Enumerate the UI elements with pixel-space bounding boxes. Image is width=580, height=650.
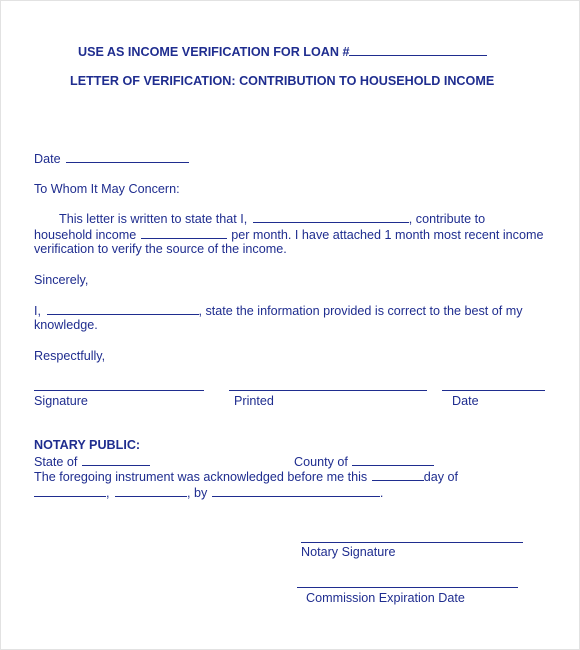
paragraph-1-start: This letter is written to state that I, (59, 212, 248, 226)
notary-heading: NOTARY PUBLIC: (34, 438, 141, 452)
household-amount-blank[interactable] (141, 227, 227, 239)
by-name-blank[interactable] (212, 485, 380, 497)
salutation: To Whom It May Concern: (34, 182, 180, 196)
loan-number-blank[interactable] (349, 44, 487, 56)
comma-1: , (106, 486, 110, 500)
acknowledged-text: The foregoing instrument was acknowledged before me this (34, 470, 368, 484)
declarant-name-blank[interactable] (47, 303, 199, 315)
acknowledged-line (34, 469, 458, 485)
day-blank[interactable] (372, 469, 424, 481)
date-label: Date (34, 152, 61, 166)
state-blank[interactable] (82, 454, 150, 466)
commission-label: Commission Expiration Date (306, 591, 465, 605)
paragraph-1-contribute: , contribute to (408, 212, 486, 226)
contributor-name-blank[interactable] (253, 211, 409, 223)
county-line (294, 454, 434, 470)
document-title: LETTER OF VERIFICATION: CONTRIBUTION TO HOUSEHOLD INCOME (70, 74, 495, 88)
commission-date-blank[interactable] (297, 587, 518, 588)
date-line (34, 151, 189, 167)
signature-blank[interactable] (34, 390, 204, 391)
month-year-by-line (34, 485, 383, 501)
paragraph-1-per-month: per month. I have attached 1 month most recent income (231, 228, 544, 242)
paragraph-2-state: , state the information provided is correct to the best of my (198, 304, 523, 318)
county-blank[interactable] (352, 454, 434, 466)
paragraph-1-line-3: verification to verify the source of the income. (34, 242, 287, 256)
paragraph-2-i: I, (34, 304, 41, 318)
period: . (379, 486, 384, 500)
state-line (34, 454, 150, 470)
respectfully: Respectfully, (34, 349, 106, 363)
county-label: County of (294, 455, 348, 469)
notary-signature-blank[interactable] (301, 542, 523, 543)
loan-number-label: USE AS INCOME VERIFICATION FOR LOAN # (78, 45, 350, 59)
year-blank[interactable] (115, 485, 187, 497)
date-label-bottom: Date (452, 394, 479, 408)
printed-name-blank[interactable] (229, 390, 427, 391)
paragraph-2-line-2: knowledge. (34, 318, 98, 332)
sincerely: Sincerely, (34, 273, 89, 287)
date-blank[interactable] (66, 151, 189, 163)
paragraph-2-line-1 (34, 303, 523, 319)
paragraph-1-line-1 (59, 211, 485, 227)
loan-number-line (78, 44, 487, 60)
day-of-label: day of (423, 470, 459, 484)
signature-date-blank[interactable] (442, 390, 545, 391)
signature-label: Signature (34, 394, 88, 408)
printed-label: Printed (234, 394, 274, 408)
paragraph-1-household: household income (34, 228, 137, 242)
month-blank[interactable] (34, 485, 106, 497)
state-label: State of (34, 455, 78, 469)
paragraph-1-line-2 (34, 227, 543, 243)
comma-by: , by (187, 486, 208, 500)
notary-signature-label: Notary Signature (301, 545, 396, 559)
